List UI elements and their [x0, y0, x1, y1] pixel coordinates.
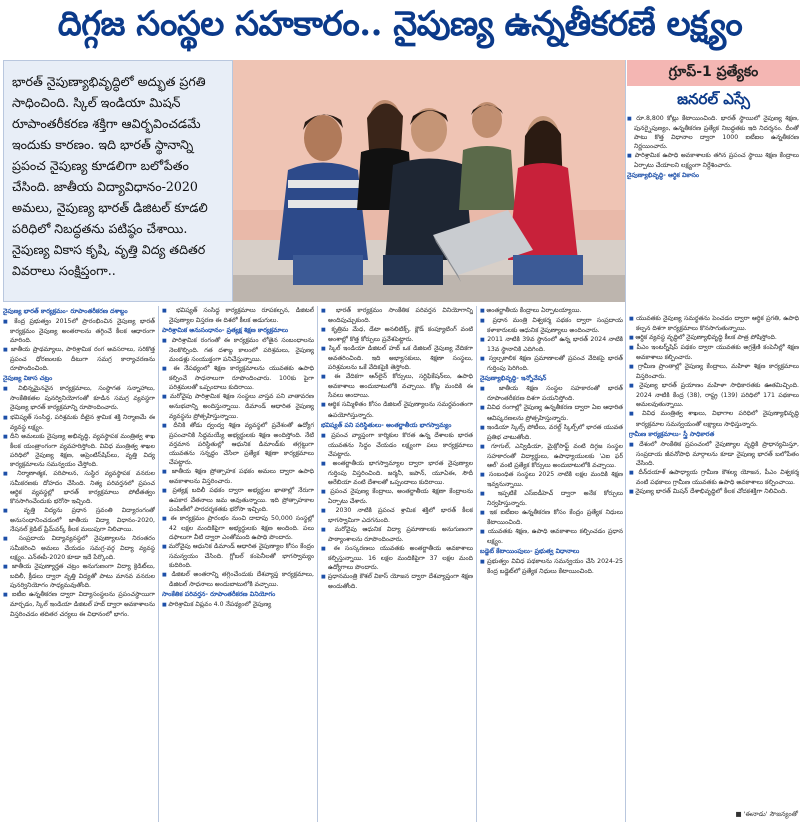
bullet-point: ■ నైపుణ్య భారత్ ప్రయాణం మహిళా సాధికారతకు ఊతమిచ్చింది. 2024 నాటికి కేంద్ర (38), రాష్ట్ర (139) పరిధిలో 171 పథకాలు అమలవుతున్నాయి.: [629, 381, 799, 409]
column-5: [629, 314, 799, 808]
column-2: [162, 306, 314, 826]
bullet-point: ■ పారిశ్రామిక ఉపాధి అవకాశాలకు తగిన ప్రపంచ స్థాయి శిక్షణ కేంద్రాలు ఏర్పాటు చేయాలని లక్ష్యంగా నిర్దేశించారు.: [627, 151, 799, 170]
bullet-point: ■ కృత్రిమ మేధ, డేటా అనలిటిక్స్, క్లౌడ్ కంప్యూటింగ్ వంటి అంశాల్లో కొత్త కోర్సులు ప్రవేశపెట్టారు.: [321, 325, 473, 344]
bullet-point: ■ వివిధ రంగాల్లో నైపుణ్య ఉన్నతీకరణ ద్వారా ఏఐ ఆధారిత ఆవిష్కరణలను ప్రోత్సహిస్తున్నారు.: [480, 403, 623, 422]
subheading: గ్రామీణ కార్యక్రమాలు- స్త్రీ సాధికారత: [629, 430, 715, 438]
column-4: [480, 306, 623, 826]
bullet-point: ■ నిర్మాణాత్మక, పరిపాలన, సుస్థిర వ్యవస్థాపక వనరుల సమీకరణకు దోహదం చేసింది. నిత్య పరివర్తనలో ప్రపంచ ఆర్థిక వ్యవస్థల్లో భారత్ కార్యక్రమాలు పోటీతత్వం కొనసాగించేందుకు భరోసా ఇచ్చింది.: [3, 469, 155, 506]
bullet-point: ■ అంతర్జాతీయ భాగస్వామ్యాల ద్వారా భారత నైపుణ్యాల గుర్తింపు విస్తరించింది. జర్మనీ, జపాన్, యూఏఈ, సౌదీ అరేబియా వంటి దేశాలతో ఒప్పందాలు కుదిరాయి.: [321, 459, 473, 487]
bullet-point: ■ 2030 నాటికి ప్రపంచ శ్రామిక శక్తిలో భారత్ కీలక భాగస్వామిగా ఎదగనుంది.: [321, 506, 473, 525]
bullet-point: ■ స్వల్పకాలిక శిక్షణ ప్రమాణాలతో ప్రపంచ వేదికపై భారత్ గుర్తింపు పెరిగింది.: [480, 354, 623, 373]
headline: దిగ్గజ సంస్థల సహకారం.. నైపుణ్య ఉన్నతీకరణే లక్ష్యం: [57, 4, 743, 44]
subheading: సాంకేతిక పరివర్తన- రూపాంతరీకరణ వినియోగం: [162, 591, 276, 599]
students-laptop-photo: [233, 60, 625, 302]
bullet-point: ■ గూగుల్, ఎన్విడియా, మైక్రోసాఫ్ట్ వంటి దిగ్గజ సంస్థల సహకారంతో విద్యార్థులు, ఉపాధ్యాయులకు 'ఎఐ ఫర్ ఆల్' వంటి ప్రత్యేక కోర్సులు అందుబాటులోకి వచ్చాయి.: [480, 442, 623, 470]
bullet-point: ■ ఈ వేదికగా ఆన్‌లైన్ కోర్సులు, సర్టిఫికేషన్‌లు, ఉపాధి అవకాశాలు అందుబాటులోకి వచ్చాయి. కోట్ల మందికి ఈ సేవలు అందాయి.: [321, 372, 473, 400]
bullet-point: ■ కేంద్ర ప్రభుత్వం 2015లో ప్రారంభించిన నైపుణ్య భారత్ కార్యక్రమం నైపుణ్య అంతరాలను తగ్గించే కీలక ఆధారంగా మారింది.: [3, 317, 155, 345]
bullet-point: ■ ఇప్పటికే ఎస్‌ఐడీహెచ్ ద్వారా అనేక కోర్సులు నిర్వహిస్తున్నారు.: [480, 489, 623, 508]
bullet-point: ■ దీని అమలుకు నైపుణ్య అభివృద్ధి, వ్యవస్థాపక మంత్రిత్వ శాఖ కీలక యంత్రాంగంగా వ్యవహరిస్తోంది. వివిధ మంత్రిత్వ శాఖల పరిధిలో నైపుణ్య శిక్షణ, అప్రెంటిస్‌షిప్‌లు, వృత్తి విద్య కార్యక్రమాలను సమన్వయం చేస్తోంది.: [3, 432, 155, 469]
bullet-point: ■ యువతకు శిక్షణ, ఉపాధి అవకాశాలు కల్పించడం ప్రధాన లక్ష్యం.: [480, 527, 623, 546]
column-5-top: [627, 114, 799, 314]
bullet-point: ■ ఆర్థిక వ్యవస్థ వృద్ధిలో నైపుణ్యాభివృద్ధి కీలక పాత్ర పోషిస్తోంది.: [629, 333, 799, 343]
subheading: బడ్జెట్ కేటాయింపులు- ప్రభుత్వ విధానాలు: [480, 548, 580, 556]
bullet-point: ■ భవిష్యత్ సంసిద్ధ, పరిశ్రమకు దీటైన శ్రామిక శక్తి నిర్మాణమే ఈ వ్యవస్థ లక్ష్యం.: [3, 413, 155, 432]
subheading: భవిష్యత్ పని పరిస్థితులు- అంతర్జాతీయ భాగస్వామ్యం: [321, 421, 452, 429]
group-1-special-tag: గ్రూప్-1 ప్రత్యేకం: [627, 60, 800, 86]
subheading: నైపుణ్యాభివృద్ధి- ఆర్థిక వికాసం: [627, 172, 700, 180]
bullet-point: ■ వృత్తి విద్యను ప్రధాన స్రవంతి విద్యారంగంతో అనుసంధానించడంలో జాతీయ విద్యా విధానం-2020, నేషనల్ క్రెడిట్ ఫ్రేమ్‌వర్క్ కీలక మలుపుగా నిలిచాయి.: [3, 506, 155, 534]
bullet-point: ■ దేశంలో సాంకేతిక ప్రపంచంలో నైపుణ్యాల వృద్ధికి ప్రాధాన్యమిస్తూ, సంప్రదాయ జీవనోపాధి మార్గాలను కూడా నైపుణ్య భారత్ బలోపేతం చేసింది.: [629, 440, 799, 468]
subheading: నైపుణ్యాభివృద్ధి- ఇన్నోవేషన్: [480, 375, 547, 383]
column-3: [321, 306, 473, 826]
bullet-point: ■ 2011 నాటికి 39వ స్థానంలో ఉన్న భారత్ 2024 నాటికి 13వ స్థానానికి ఎదిగింది.: [480, 335, 623, 354]
bullet-point: ■ పారిశ్రామిక విప్లవం 4.0 నేపథ్యంలో నైపుణ్య: [162, 600, 314, 610]
bullet-point: ■ మరోవైపు పారిశ్రామిక శిక్షణ సంస్థలు వాస్తవ పని వాతావరణ అనుభవాన్ని అందిస్తున్నాయి. డిమాండ్ ఆధారిత నైపుణ్య వ్యవస్థను ప్రోత్సహిస్తున్నాయి.: [162, 392, 314, 420]
bullet-point: ■ ఈ సంస్కరణలు యువతకు అంతర్జాతీయ అవకాశాలు కల్పిస్తున్నాయి. 16 లక్షల మందికిపైగా 37 లక్షల మంది ఉద్యోగాలు పొందారు.: [321, 544, 473, 572]
bullet-point: ■ ఆర్థిక సమ్మిళితం కోసం డిజిటల్ నైపుణ్యాలను సమర్థవంతంగా ఉపయోగిస్తున్నారు.: [321, 400, 473, 419]
bullet-point: ■ ప్రధానమంత్రి కౌశల్ వికాస్ యోజన ద్వారా దేశవ్యాప్తంగా శిక్షణ అందుతోంది.: [321, 572, 473, 591]
bullet-point: ■ ప్రభుత్వం వివిధ పథకాలను సమన్వయం చేసి 2024-25 కేంద్ర బడ్జెట్‌లో ప్రత్యేక నిధులు కేటాయించింది.: [480, 557, 623, 576]
bullet-point: ■ ఈ నేపథ్యంలో శిక్షణ కార్యక్రమాలను యువతకు ఉపాధి కల్పించే సాధనాలుగా రూపొందించారు. 100కు పైగా పరిశ్రమలతో ఒప్పందాలు కుదిరాయి.: [162, 364, 314, 392]
bullet-point: ■ గ్రామీణ ప్రాంతాల్లో నైపుణ్య కేంద్రాలు, మహిళా శిక్షణ కార్యక్రమాలు విస్తరించారు.: [629, 362, 799, 381]
subheading: నైపుణ్య వికాస చట్రం: [3, 375, 53, 383]
bullet-point: ■ భవిష్యత్ సంసిద్ధ కార్యక్రమాలు రూపకల్పన, డిజిటల్ నైపుణ్యాల విస్తరణ ఈ దిశలో కీలక అడుగులు.: [162, 306, 314, 325]
bullet-point: ■ ప్రత్యక్ష బదిలీ పథకం ద్వారా అభ్యర్థుల ఖాతాల్లో నేరుగా ఉపకార వేతనాలు జమ అవుతున్నాయి. ఇది ప్రోత్సాహకాల పంపిణీలో పారదర్శకతకు భరోసా ఇచ్చింది.: [162, 486, 314, 514]
bullet-point: ■ సంప్రదాయ విద్యావ్యవస్థలో నైపుణ్యాలను నిరంతరం సమీకరించి అమలు చేయడం సమగ్ర-వర్గ విద్యా వ్యవస్థ లక్ష్యం. ఎన్ఈపీ-2020 కూడా ఇదే పేర్కొంది.: [3, 534, 155, 562]
bullet-point: ■ పీఎం ఇంటర్న్‌షిప్ పథకం ద్వారా యువతకు అగ్రశ్రేణి కంపెనీల్లో శిక్షణ అవకాశాలు కల్పించారు.: [629, 343, 799, 362]
bullet-point: ■ జాతీయ శిక్షణ సంస్థల సహకారంతో భారత్ రూపాంతరీకరణ దిశగా పయనిస్తోంది.: [480, 384, 623, 403]
bullet-point: ■ ప్రధాన మంత్రి విశ్వకర్మ పథకం ద్వారా సంప్రదాయ కళాకారులకు ఆధునిక నైపుణ్యాలు అందించారు.: [480, 316, 623, 335]
bullet-point: ■ స్కిల్ ఇండియా డిజిటల్ హబ్ ఒక డిజిటల్ నైపుణ్య వేదికగా అవతరించింది. ఇది అభ్యాసకులు, శిక్షణా సంస్థలు, పరిశ్రమలను ఒకే వేదికపైకి తెస్తోంది.: [321, 344, 473, 372]
intro-box: భారత్ నైపుణ్యాభివృద్ధిలో అద్భుత ప్రగతి సాధించింది. స్కిల్ ఇండియా మిషన్ రూపాంతరీకరణ శక్తిగా ఆవిర్భవించడమే ఇందుకు కారణం. ఇది భారత్ స్థానాన్ని ప్రపంచ నైపుణ్య కూడలిగా బలోపేతం చేసింది. జాతీయ విద్యావిధానం-2020 అమలు, నైపుణ్య భారత్ డిజిటల్ కూడలి పరిధిలో నిబద్ధతను పటిష్ఠం చేశాయి. నైపుణ్య వికాస కృషి, వృత్తి విద్య తదితర వివరాలు సంక్షిప్తంగా..: [3, 60, 233, 302]
bullet-point: ■ మరోవైపు ఆధునిక డిమాండ్ ఆధారిత నైపుణ్యాల కోసం కేంద్రం సమన్వయం చేసింది. గ్లోబల్ కంపెనీలతో భాగస్వామ్యం కుదిరింది.: [162, 542, 314, 570]
bullet-point: ■ జాతీయ ప్రాథమ్యాలు, పారిశ్రామిక రంగ అవసరాలు, సరికొత్త ప్రపంచ ధోరణులకు దీటుగా సమగ్ర కార్యాచరణను రూపొందించింది.: [3, 345, 155, 373]
subheading: నైపుణ్య భారత్ కార్యక్రమం- రూపాంతరీకరణ దశాబ్దం: [3, 308, 128, 315]
bullet-point: ■ అంతర్జాతీయ కేంద్రాలు ఏర్పాటయ్యాయి.: [480, 306, 623, 316]
bullet-point: ■ సంబంధిత సంస్థలు 2025 నాటికి లక్షల మందికి శిక్షణ ఇవ్వనున్నాయి.: [480, 470, 623, 489]
section-name: జనరల్ ఎస్సే: [677, 90, 750, 108]
bullet-point: ■ ఇండియా స్కిల్స్ పోటీలు, వరల్డ్ స్కిల్స్‌లో భారత యువత ప్రతిభ చాటుతోంది.: [480, 423, 623, 442]
source-credit: ■ 'ఈనాడు' సౌజన్యంతో: [735, 810, 798, 818]
bullet-point: ■ ఐటీఐ ఉన్నతీకరణ ద్వారా విద్యాసంస్థలను ప్రపంచస్థాయిగా మార్చడం, స్కిల్ ఇండియా డిజిటల్ హబ్ ద్వారా అవకాశాలను విస్తరించడం తదితర చర్యలు ఈ విధానంలో భాగం.: [3, 590, 155, 618]
bullet-point: ■ పారిశ్రామిక రంగంతో ఈ కార్యక్రమం లోతైన సంబంధాలను నెలకొల్పింది. గత దశాబ్ద కాలంలో పరిశ్రమలు, నైపుణ్య మండళ్లు సంయుక్తంగా పనిచేస్తున్నాయి.: [162, 336, 314, 364]
bullet-point: ■ దీన్‌దయాళ్ ఉపాధ్యాయ గ్రామీణ కౌశల్య యోజన, పీఎం విశ్వకర్మ వంటి పథకాలు గ్రామీణ యువతకు ఉపాధి అవకాశాలు కల్పించాయి.: [629, 468, 799, 487]
bullet-point: ■ ప్రపంచ వ్యాప్తంగా కార్మికుల కొరత ఉన్న దేశాలకు భారత యువతను సిద్ధం చేయడం లక్ష్యంగా పలు కార్యక్రమాలు చేపట్టారు.: [321, 431, 473, 459]
bullet-point: ■ విభిన్నమైనవైన కార్యక్రమాలు, సంస్థాగత సన్నాహాలు, సాంకేతికతల పునర్వినియోగంతో కూడిన సమగ్ర వ్యవస్థగా నైపుణ్య భారత్ కార్యక్రమాన్ని రూపొందించారు.: [3, 384, 155, 412]
bullet-point: ■ ఇక ఐటీఐల ఉన్నతీకరణ కోసం కేంద్రం ప్రత్యేక నిధులు కేటాయించింది.: [480, 508, 623, 527]
subheading: పారిశ్రామిక అనుసంధానం- ప్రత్యక్ష శిక్షణ కార్యక్రమాలు: [162, 327, 289, 335]
bullet-point: ■ వివిధ మంత్రిత్వ శాఖలు, విభాగాల పరిధిలో నైపుణ్యాభివృద్ధి కార్యక్రమాల సమన్వయంతో లక్ష్యాలు సాధిస్తున్నారు.: [629, 409, 799, 428]
bullet-point: ■ యువతకు నైపుణ్య సమర్థతను పెంచడం ద్వారా ఆర్థిక ప్రగతి, ఉపాధి కల్పన దిశగా కార్యక్రమాలు కొనసాగుతున్నాయి.: [629, 314, 799, 333]
column-1: [3, 306, 155, 826]
bullet-point: ■ జాతీయ నైపుణ్యార్హత చట్రం అనుగుణంగా విద్యా క్రెడిట్‌లు, బదిలీ, క్రీడలు ద్వారా వృత్తి విద్యతో పాటు మానవ వనరుల పునర్వినియోగం సాధ్యమవుతోంది.: [3, 562, 155, 590]
bullet-point: ■ భారత్ కార్యక్రమం సాంకేతిక పరివర్తన వినియోగాన్ని అందిపుచ్చుకుంది.: [321, 306, 473, 325]
bullet-point: ■ డిజిటల్ అంతరాన్ని తగ్గించేందుకు దేశవ్యాప్త కార్యక్రమాలు, డిజిటల్ సాధనాలు అందుబాటులోకి వచ్చాయి.: [162, 570, 314, 589]
bullet-point: ■ ఈ కార్యక్రమం ప్రారంభం నుంచి దాదాపు 50,000 సంస్థల్లో 42 లక్షల మందికిపైగా అభ్యర్థులకు శిక్షణ అందింది. పలు దఫాలుగా వీటి ద్వారా ఎంతోమంది ఉపాధి పొందారు.: [162, 514, 314, 542]
bullet-point: ■ రూ.8,800 కోట్లు కేటాయించింది. భారత్ స్థాయిలో నైపుణ్య శిక్షణ, పునర్నైపుణ్యం, ఉన్నతీకరణ ప్రత్యేక నిబద్ధతకు ఇది నిదర్శనం. దీంతో పాటు కొత్త విధానాల ద్వారా 1000 ఐటీఐల ఉన్నతీకరణ నిర్ణయించారు.: [627, 114, 799, 151]
bullet-point: ■ మరోవైపు ఆధునిక విద్యా ప్రమాణాలకు అనుగుణంగా పాఠ్యాంశాలను రూపొందించారు.: [321, 525, 473, 544]
bullet-point: ■ నైపుణ్య భారత్ మిషన్ దేశాభివృద్ధిలో కీలక చోదకశక్తిగా నిలిచింది.: [629, 487, 799, 497]
bullet-point: ■ జాతీయ శిక్షణ ప్రోత్సాహక పథకం అమలు ద్వారా ఉపాధి అవకాశాలను విస్తరించారు.: [162, 467, 314, 486]
bullet-point: ■ ప్రపంచ నైపుణ్య కేంద్రాలు, అంతర్జాతీయ శిక్షణా కేంద్రాలను ఏర్పాటు చేశారు.: [321, 487, 473, 506]
bullet-point: ■ దీనికి తోడు ద్వంద్వ శిక్షణ వ్యవస్థలో ప్రవేశంతో ఉద్యోగ ప్రపంచానికి సిద్ధమయ్యే అభ్యర్థులకు శిక్షణ అందిస్తోంది. నేటి వర్తమాన పరిస్థితుల్లో ఆధునిక డిమాండ్‌కు తగ్గట్టుగా యువతను సన్నద్ధం చేసేలా ప్రత్యేక శిక్షణా కార్యక్రమాలు చేపట్టారు.: [162, 421, 314, 467]
